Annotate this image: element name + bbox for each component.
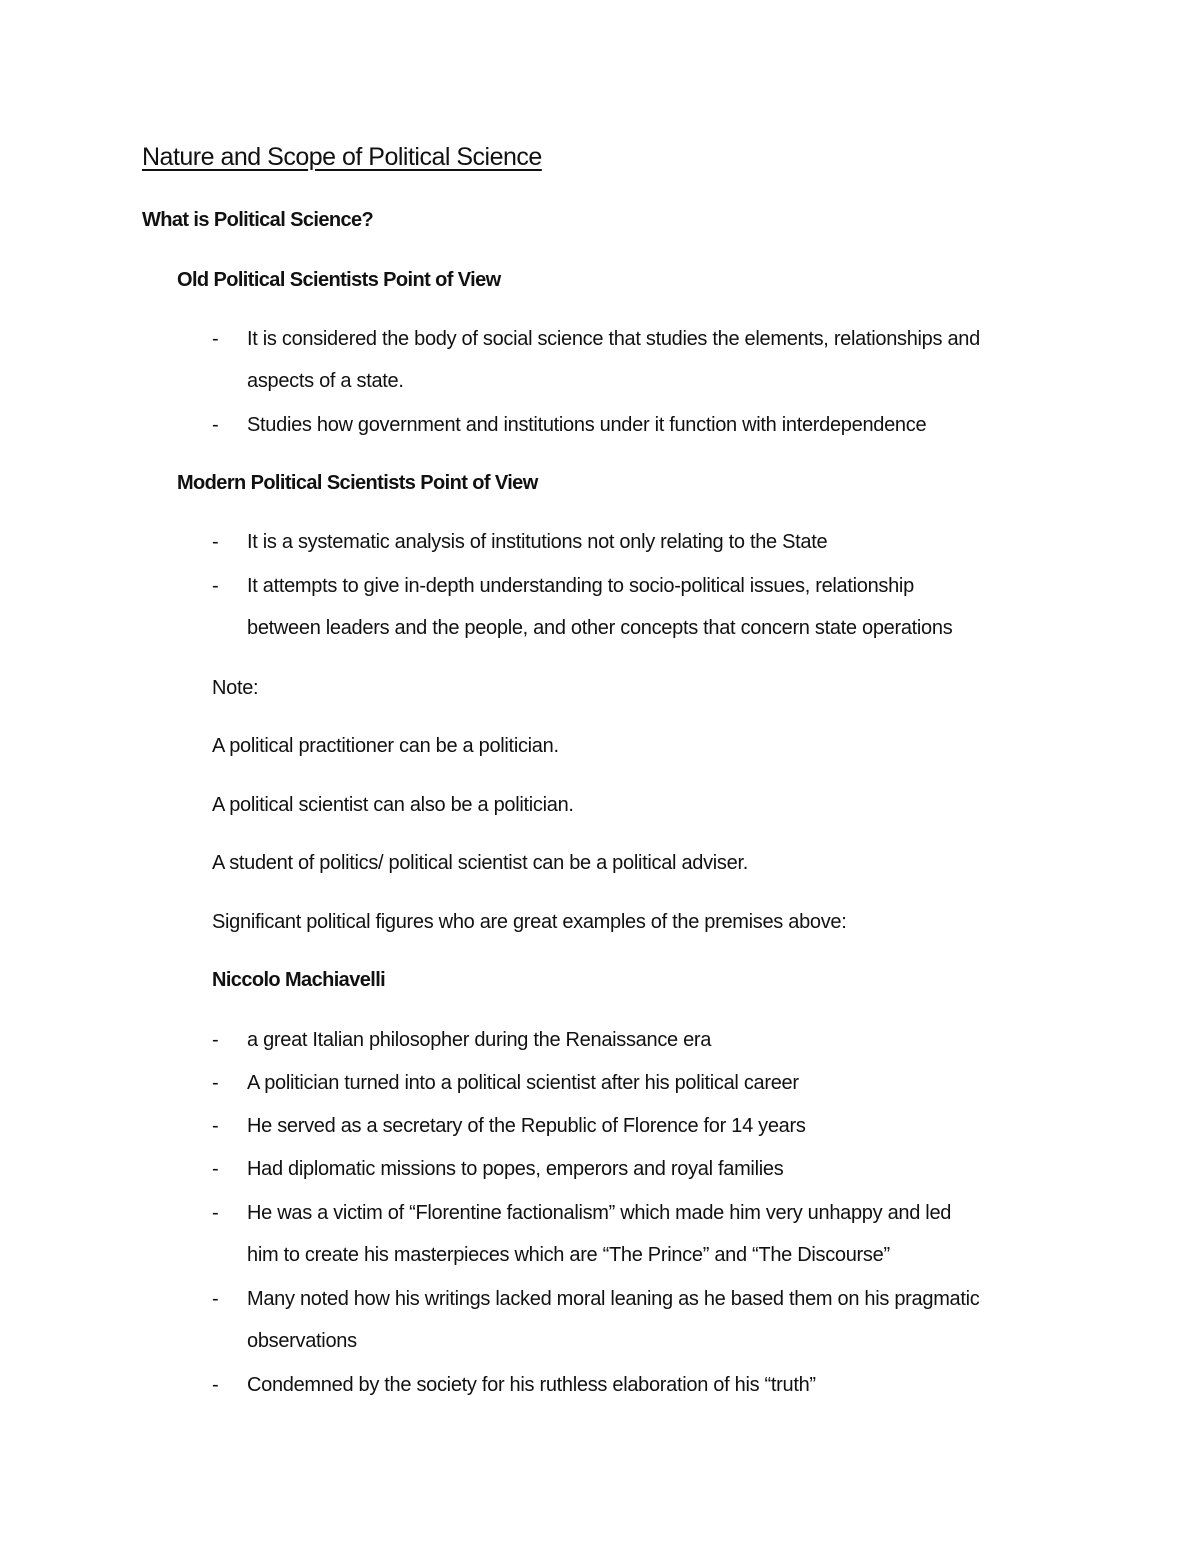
subheading-old-view: Old Political Scientists Point of View [177,269,501,291]
note-line: Significant political figures who are great examples of the premises above: [212,911,847,933]
bullet-text: It attempts to give in-depth understanding to socio-political issues, relationship [247,575,914,597]
bullet-dash: - [212,1158,219,1180]
bullet-text: He was a victim of “Florentine factionalism” which made him very unhappy and led [247,1202,952,1224]
bullet-dash: - [212,1115,219,1137]
bullet-text: He served as a secretary of the Republic of Florence for 14 years [247,1115,806,1137]
bullet-dash: - [212,1374,219,1396]
bullet-text: A politician turned into a political scientist after his political career [247,1072,799,1094]
note-line: A student of politics/ political scientist can be a political adviser. [212,852,748,874]
bullet-dash: - [212,1288,219,1310]
subheading-machiavelli: Niccolo Machiavelli [212,969,386,991]
section-heading-what-is: What is Political Science? [142,209,374,231]
bullet-text: It is a systematic analysis of institutions not only relating to the State [247,531,828,553]
bullet-dash: - [212,1029,219,1051]
bullet-text: Had diplomatic missions to popes, emperors and royal families [247,1158,784,1180]
bullet-text: between leaders and the people, and other concepts that concern state operations [247,617,953,639]
bullet-dash: - [212,531,219,553]
note-line: A political practitioner can be a politician. [212,735,559,757]
bullet-dash: - [212,1202,219,1224]
bullet-text: aspects of a state. [247,370,404,392]
bullet-dash: - [212,328,219,350]
bullet-text: Many noted how his writings lacked moral leaning as he based them on his pragmatic [247,1288,980,1310]
subheading-modern-view: Modern Political Scientists Point of View [177,472,538,494]
bullet-text: Studies how government and institutions under it function with interdependence [247,414,927,436]
bullet-text: Condemned by the society for his ruthless elaboration of his “truth” [247,1374,816,1396]
bullet-dash: - [212,1072,219,1094]
bullet-text: a great Italian philosopher during the Renaissance era [247,1029,712,1051]
bullet-text: observations [247,1330,357,1352]
bullet-dash: - [212,575,219,597]
bullet-dash: - [212,414,219,436]
note-line: A political scientist can also be a politician. [212,794,574,816]
document-title: Nature and Scope of Political Science [142,143,542,171]
bullet-text: him to create his masterpieces which are “The Prince” and “The Discourse” [247,1244,890,1266]
bullet-text: It is considered the body of social science that studies the elements, relationships and [247,328,980,350]
note-label: Note: [212,677,259,699]
